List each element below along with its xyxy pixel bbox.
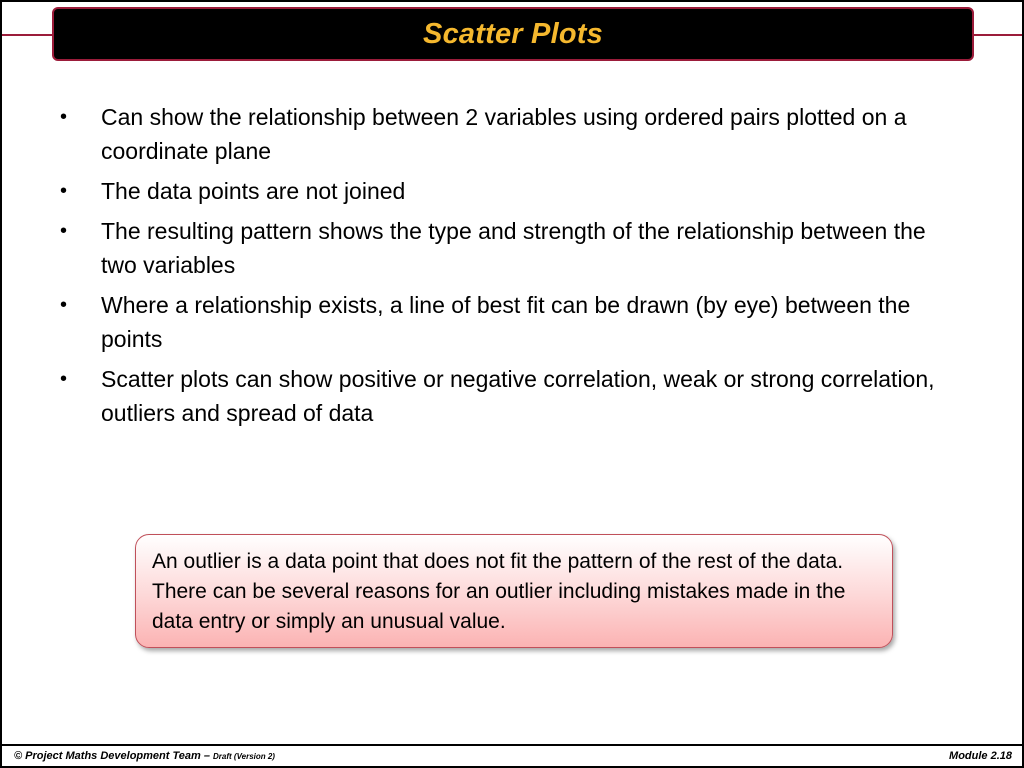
- footer-module-number: Module 2.18: [949, 750, 1012, 762]
- bullet-text: The data points are not joined: [101, 178, 406, 204]
- title-accent-line-right: [970, 34, 1022, 36]
- bullet-marker: •: [60, 368, 68, 390]
- bullet-text: Where a relationship exists, a line of best fit can be drawn (by eye) between the points: [101, 292, 911, 352]
- outlier-note-box: [135, 534, 893, 648]
- slide-title: Scatter Plots: [423, 17, 603, 50]
- bullet-marker: •: [60, 294, 68, 316]
- bullet-text: Can show the relationship between 2 variables using ordered pairs plotted on a coordinate plane: [101, 104, 907, 164]
- title-bar: [52, 7, 974, 61]
- bullet-text: The resulting pattern shows the type and strength of the relationship between the two variables: [101, 218, 926, 278]
- footer-credit-main: © Project Maths Development Team –: [14, 750, 214, 762]
- bullet-marker: •: [60, 106, 68, 128]
- bullet-marker: •: [60, 220, 68, 242]
- title-accent-line-left: [2, 34, 54, 36]
- footer-credit-version: Draft (Version 2): [213, 752, 275, 761]
- bullet-item: [60, 214, 965, 282]
- footer-credit: [14, 750, 275, 762]
- bullet-marker: •: [60, 180, 68, 202]
- bullet-item: [60, 362, 965, 430]
- outlier-note-text: An outlier is a data point that does not fit the pattern of the rest of the data. There can be several reasons for an outlier including mistakes made in the data entry or simply an unusual value.: [152, 550, 846, 633]
- bullet-item: [60, 100, 965, 168]
- bullet-item: [60, 288, 965, 356]
- bullet-item: [60, 174, 965, 208]
- footer-divider: [2, 744, 1022, 746]
- bullet-list: [60, 100, 965, 436]
- bullet-text: Scatter plots can show positive or negative correlation, weak or strong correlation, outliers and spread of data: [101, 366, 935, 426]
